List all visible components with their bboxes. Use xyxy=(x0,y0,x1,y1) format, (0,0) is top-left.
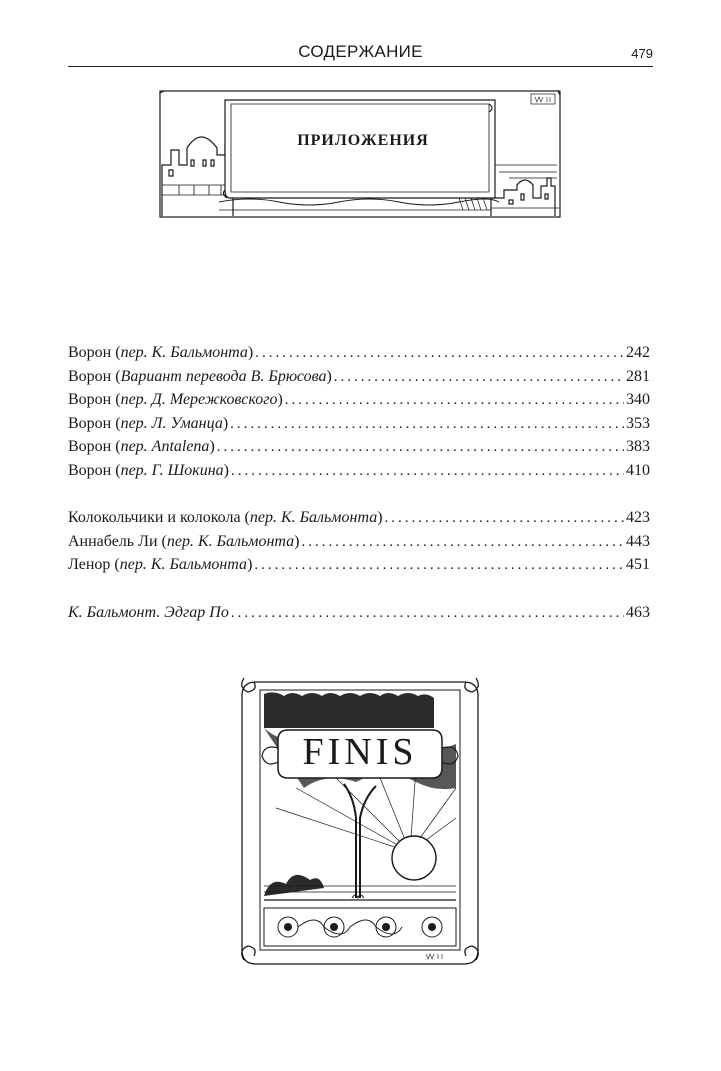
dot-leader xyxy=(255,342,624,366)
toc-group-essay xyxy=(68,601,650,625)
toc-entry xyxy=(68,365,650,389)
toc-entry-title: Ворон (пер. Д. Мережковского) xyxy=(68,391,283,408)
dot-leader xyxy=(230,413,624,437)
toc-entry-page: 242 xyxy=(626,344,650,361)
toc-entry-title: Ворон (пер. К. Бальмонта) xyxy=(68,344,254,361)
toc-entry xyxy=(68,530,650,554)
toc-group-poems xyxy=(68,506,650,577)
dot-leader xyxy=(302,531,625,555)
toc-entry-title: Аннабель Ли (пер. К. Бальмонта) xyxy=(68,532,300,550)
running-head xyxy=(68,40,653,67)
section-title: ПРИЛОЖЕНИЯ xyxy=(297,132,429,149)
oriental-city-skyline-banner-icon xyxy=(159,90,561,218)
toc-group-raven xyxy=(68,341,650,482)
dot-leader xyxy=(385,507,624,531)
finis-text: FINIS xyxy=(302,731,418,773)
dot-leader xyxy=(334,366,624,390)
toc-entry-page: 423 xyxy=(626,509,650,526)
toc-entry xyxy=(68,435,650,459)
toc-entry-page: 383 xyxy=(626,438,650,455)
toc-entry xyxy=(68,553,650,577)
toc-entry xyxy=(68,388,650,412)
toc-entry-title: Ворон (Вариант перевода В. Брюсова) xyxy=(68,367,332,385)
toc-entry xyxy=(68,459,650,483)
table-of-contents xyxy=(68,341,650,648)
toc-entry xyxy=(68,341,650,365)
running-title: СОДЕРЖАНИЕ xyxy=(298,42,423,61)
toc-entry-page: 353 xyxy=(626,414,650,432)
toc-entry-page: 410 xyxy=(626,461,650,479)
toc-entry-title: К. Бальмонт. Эдгар По xyxy=(68,603,229,621)
toc-entry-page: 281 xyxy=(626,367,650,385)
toc-entry-page: 340 xyxy=(626,391,650,408)
toc-entry-page: 463 xyxy=(626,603,650,621)
toc-entry-title: Ворон (пер. Л. Уманца) xyxy=(68,414,229,432)
toc-entry xyxy=(68,412,650,436)
dot-leader xyxy=(231,602,624,626)
toc-entry xyxy=(68,601,650,625)
toc-entry-title: Колокольчики и колокола (пер. К. Бальмонта) xyxy=(68,509,383,526)
tree-sunset-finis-vignette-icon xyxy=(236,668,484,970)
dot-leader xyxy=(217,436,624,460)
toc-entry-title: Ворон (пер. Г. Шокина) xyxy=(68,461,229,479)
toc-entry-page: 451 xyxy=(626,556,650,573)
toc-entry-title: Ленор (пер. К. Бальмонта) xyxy=(68,556,253,573)
toc-entry-page: 443 xyxy=(626,532,650,550)
toc-entry-title: Ворон (пер. Antalena) xyxy=(68,438,215,455)
dot-leader xyxy=(254,554,624,578)
dot-leader xyxy=(231,460,624,484)
toc-entry xyxy=(68,506,650,530)
dot-leader xyxy=(285,389,624,413)
page-number: 479 xyxy=(631,46,653,61)
